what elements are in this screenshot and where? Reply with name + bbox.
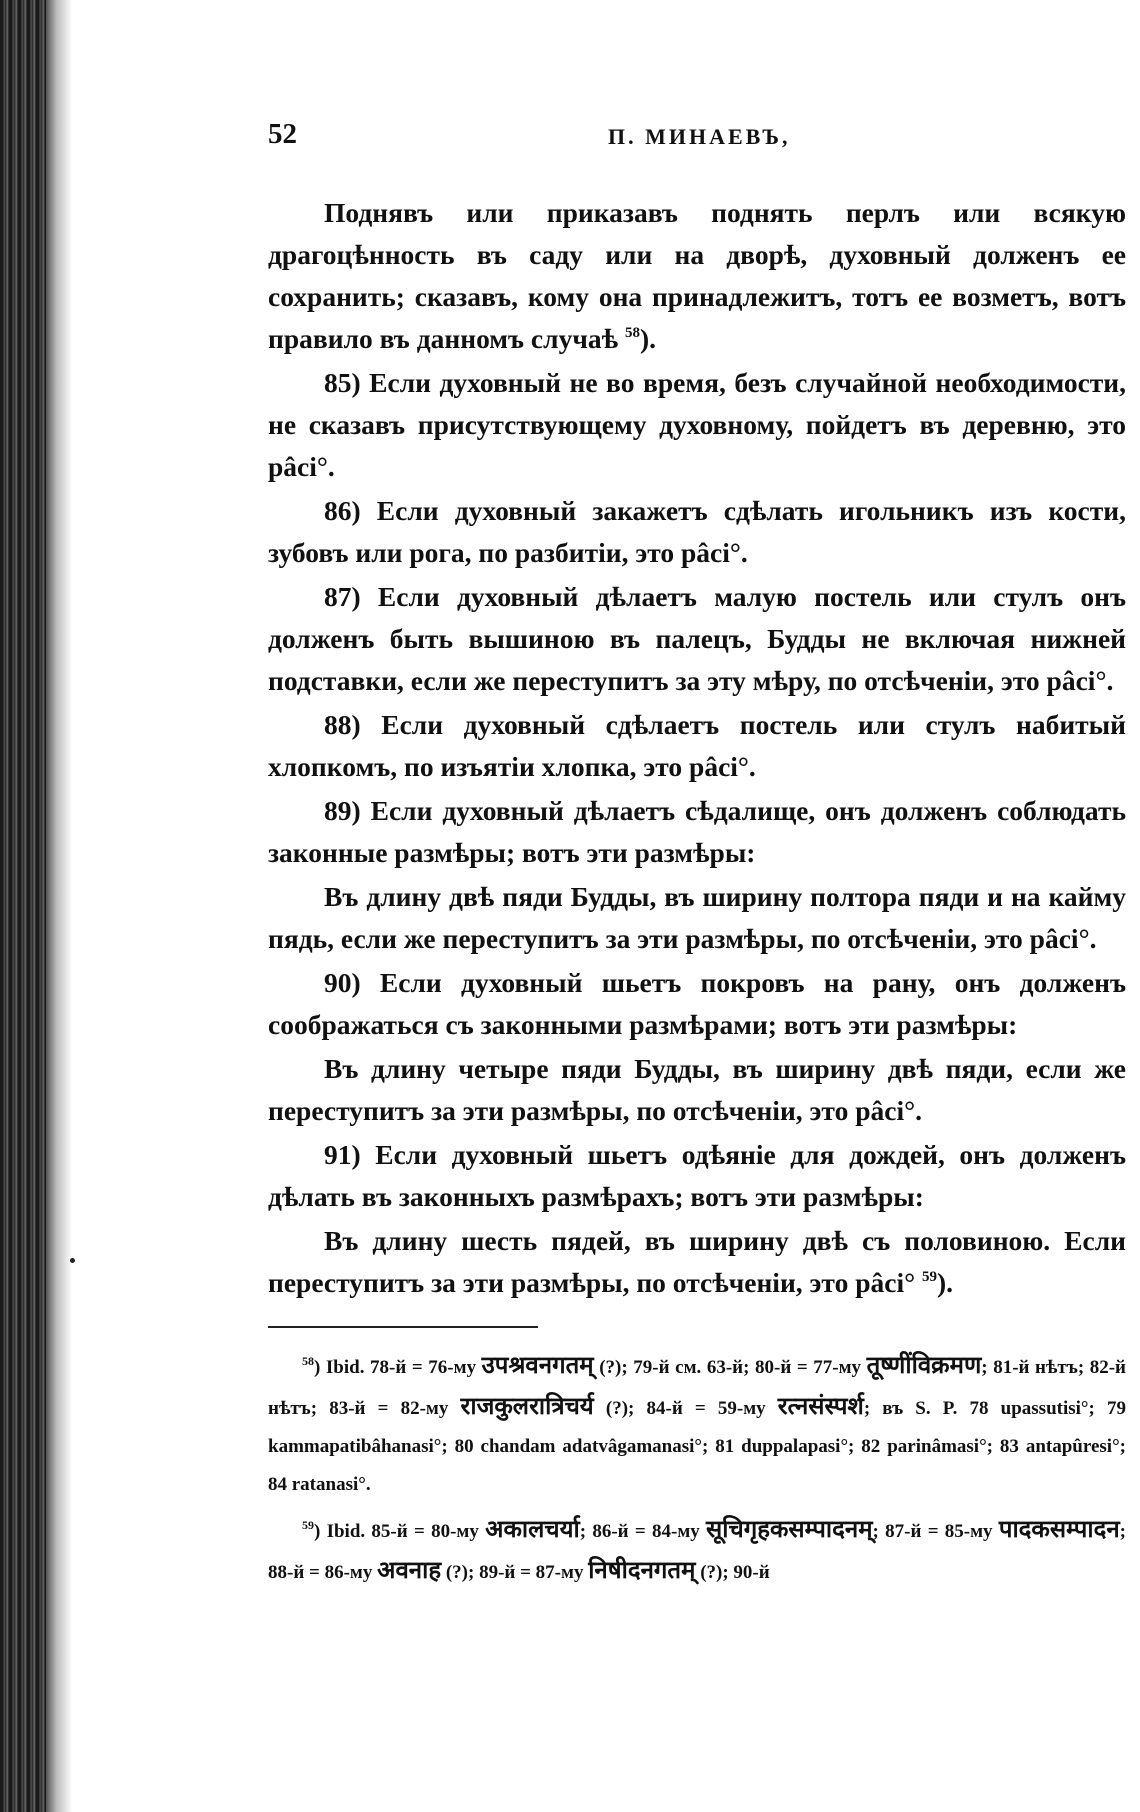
body-text <box>268 192 1126 1304</box>
devanagari-term: तूष्णींविक्रमण <box>866 1351 982 1379</box>
running-title: П. МИНАЕВЪ, <box>608 124 791 149</box>
rule-90-measures: Въ длину четыре пяди Будды, въ ширину двѣ пяди, если же переступитъ за эти размѣры, по отсѣченіи, это pâci°. <box>268 1053 1126 1126</box>
devanagari-term: अकालचर्या <box>485 1515 580 1543</box>
rule-85: 85) Если духовный не во время, безъ случайной необходимости, не сказавъ присутствующему духовному, пойдетъ въ деревню, это pâci°. <box>268 367 1126 482</box>
footnote-text: ; 81-й нѣтъ; 82-й нѣтъ; 83-й = 82-му <box>268 1357 1126 1419</box>
paragraph-text: Поднявъ или приказавъ поднять перлъ или всякую драгоцѣнность въ саду или на дворѣ, духовный долженъ ее сохранить; сказавъ, кому она принадлежитъ, тотъ ее возметъ, вотъ правило въ данномъ случаѣ <box>268 197 1126 354</box>
rule-89-measures: Въ длину двѣ пяди Будды, въ ширину полтора пяди и на кайму пядь, если же переступитъ за эти размѣры, по отсѣченіи, это pâci°. <box>268 881 1126 954</box>
devanagari-term: राजकुलरात्रिचर्य <box>460 1392 594 1420</box>
devanagari-term: रत्नसंस्पर्श <box>777 1392 864 1420</box>
scan-binding-edge <box>0 0 46 1812</box>
devanagari-term: निषीदनगतम् <box>588 1556 696 1584</box>
rule-87: 87) Если духовный дѣлаетъ малую постель или стулъ онъ долженъ быть вышиною въ палецъ, Будды не включая нижней подставки, если же переступитъ за эту мѣру, по отсѣченіи, это pâci°. <box>268 581 1126 696</box>
paragraph-tail: ). <box>639 323 656 354</box>
scan-binding-shadow <box>46 0 72 1812</box>
devanagari-term: सूचिगृहकसम्पादनम् <box>706 1515 873 1543</box>
paragraph-tail: ). <box>936 1267 954 1298</box>
footnote-text: (?); 89-й = 87-му <box>441 1562 589 1583</box>
book-page <box>268 118 1126 1598</box>
footnote-text: (?); 90-й <box>695 1562 770 1583</box>
rule-91-measures <box>268 1220 1126 1304</box>
scan-speck <box>70 1258 75 1263</box>
page-number: 52 <box>268 118 297 150</box>
footnote-text: ; въ S. P. 78 upassutisi°; 79 kammapatibâhanasi°; 80 chandam adatvâgamanasi°; 81 duppalapasi°; 82 parinâmasi°; 83 antapûresi°; 84 ratanasi°. <box>268 1398 1126 1495</box>
footnote-text: (?); 79-й см. 63-й; 80-й = 77-му <box>593 1357 867 1378</box>
footnote-ref-59: 59 <box>921 1269 937 1285</box>
footnote-ref-58: 58 <box>624 325 640 341</box>
footnote-58 <box>268 1346 1126 1504</box>
rule-86: 86) Если духовный закажетъ сдѣлать игольникъ изъ кости, зубовъ или рога, по разбитіи, это pâci°. <box>268 495 1126 568</box>
footnotes <box>268 1346 1126 1592</box>
paragraph-text: Въ длину шесть пядей, въ ширину двѣ съ половиною. Если переступитъ за эти размѣры, по отсѣченіи, это pâci° <box>268 1225 1126 1298</box>
paragraph-continued <box>268 192 1126 360</box>
devanagari-term: पादकसम्पादन <box>998 1515 1120 1543</box>
footnote-text: ; 88-й = 86-му <box>268 1521 1126 1583</box>
devanagari-term: अवनाह <box>377 1556 442 1584</box>
footnote-text: (?); 84-й = 59-му <box>593 1398 778 1419</box>
devanagari-term: उपश्रवनगतम् <box>481 1351 594 1379</box>
running-head <box>268 118 1126 170</box>
footnote-59 <box>268 1510 1126 1592</box>
footnote-text: ; 86-й = 84-му <box>579 1521 707 1542</box>
footnote-mark: 58 <box>302 1354 314 1368</box>
footnote-mark: 59 <box>302 1518 314 1532</box>
rule-88: 88) Если духовный сдѣлаетъ постель или стулъ набитый хлопкомъ, по изъятіи хлопка, это pâci°. <box>268 709 1126 782</box>
rule-90: 90) Если духовный шьетъ покровъ на рану, онъ долженъ соображаться съ законными размѣрами; вотъ эти размѣры: <box>268 967 1126 1040</box>
footnote-text: ; 87-й = 85-му <box>872 1521 999 1542</box>
rule-89: 89) Если духовный дѣлаетъ сѣдалище, онъ долженъ соблюдать законные размѣры; вотъ эти размѣры: <box>268 795 1126 868</box>
footnote-text: ) Ibid. 78-й = 76-му <box>314 1357 482 1378</box>
rule-91: 91) Если духовный шьетъ одѣяніе для дождей, онъ долженъ дѣлать въ законныхъ размѣрахъ; вотъ эти размѣры: <box>268 1139 1126 1212</box>
footnote-text: ) Ibid. 85-й = 80-му <box>314 1521 486 1542</box>
footnote-divider <box>268 1326 538 1328</box>
